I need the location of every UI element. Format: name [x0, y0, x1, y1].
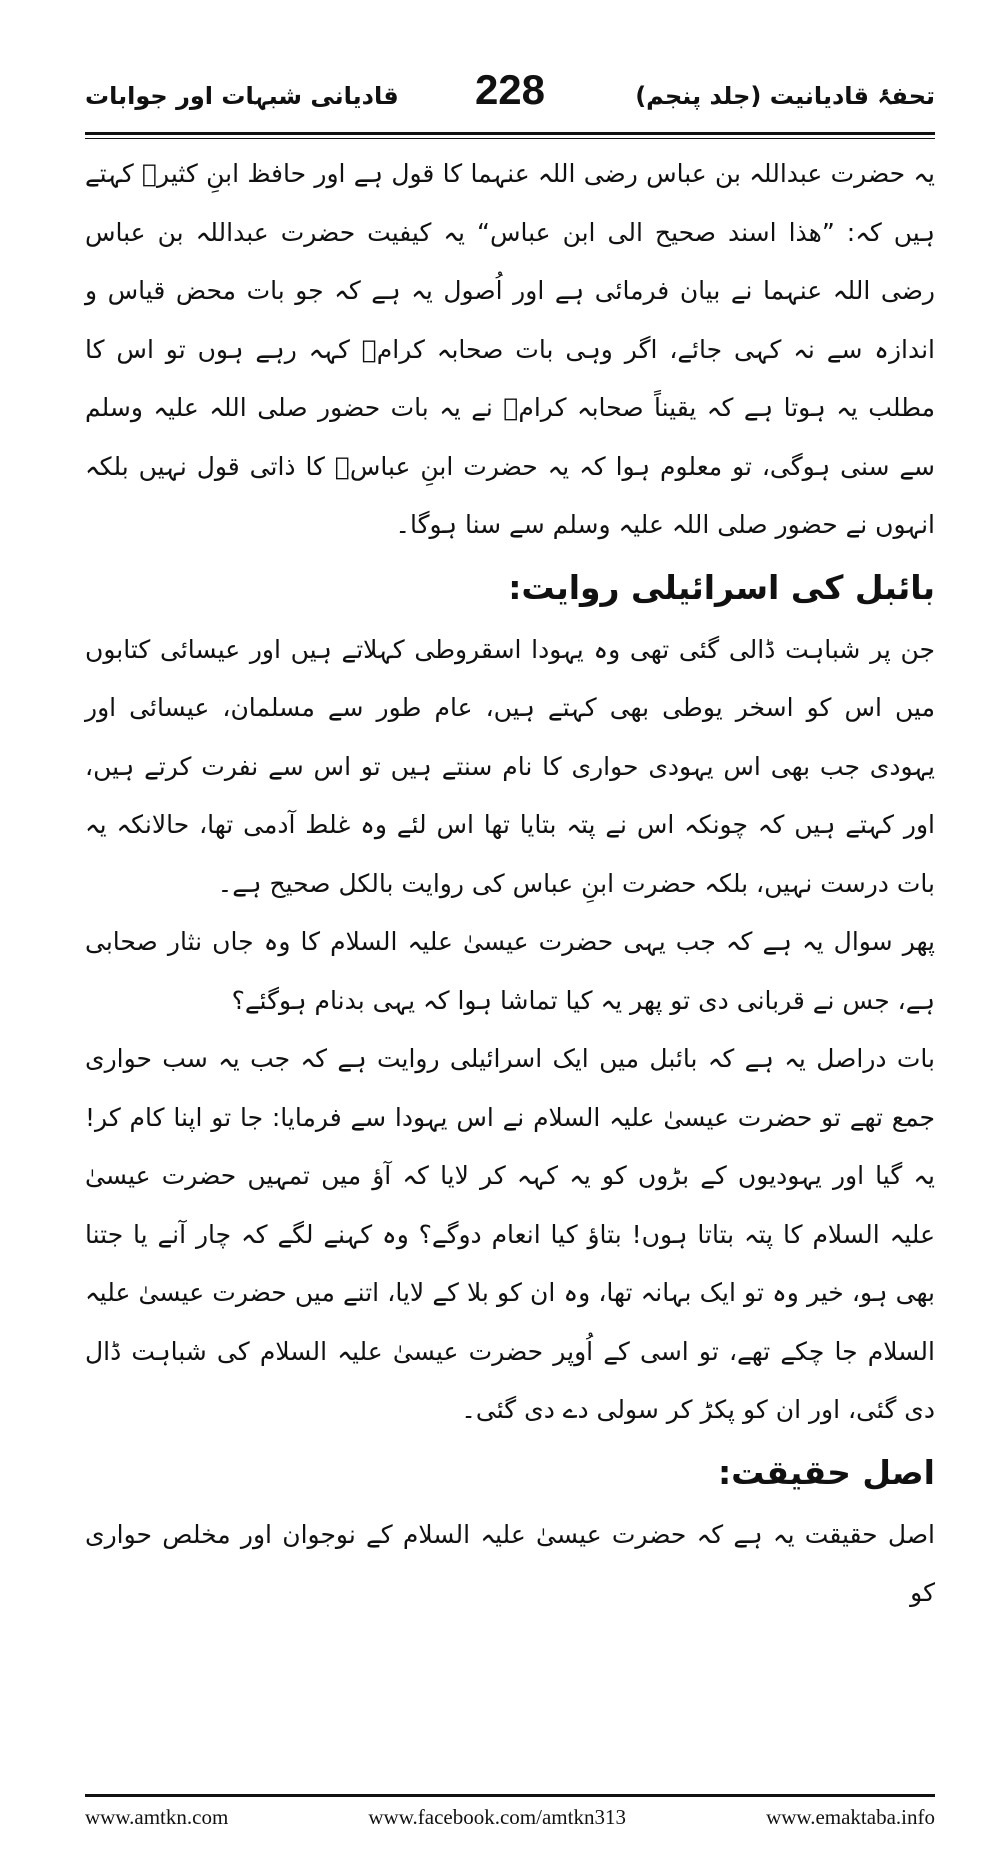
paragraph: پھر سوال یہ ہے کہ جب یہی حضرت عیسیٰ علیہ السلام کا وہ جاں نثار صحابی ہے، جس نے قربانی دی تو پھر یہ کیا تماشا ہوا کہ یہی بدنام ہوگئے؟: [85, 927, 935, 1015]
book-title: تحفۂ قادیانیت (جلد پنجم): [635, 82, 935, 110]
page-number: 228: [474, 66, 546, 113]
paragraph: اصل حقیقت یہ ہے کہ حضرت عیسیٰ علیہ السلام کے نوجوان اور مخلص حواری کو: [85, 1519, 935, 1607]
paragraph: یہ حضرت عبداللہ بن عباس رضی اللہ عنہما کا قول ہے اور حافظ ابنِ کثیرؒ کہتے ہیں کہ: ”ھذا اسند صحیح الی ابن عباس“ یہ کیفیت حضرت عبداللہ بن عباس رضی اللہ عنہما نے بیان فرمائی ہے اور اُصول یہ ہے کہ جو بات محض قیاس و اندازہ سے نہ کہی جائے، اگر وہی بات صحابہ کرامؓ کہہ رہے ہوں تو اس کا مطلب یہ ہوتا ہے کہ یقیناً صحابہ کرامؓ نے یہ بات حضور صلی اللہ علیہ وسلم سے سنی ہوگی، تو معلوم ہوا کہ یہ حضرت ابنِ عباسؓ کا ذاتی قول نہیں بلکہ انہوں نے حضور صلی اللہ علیہ وسلم سے سنا ہوگا۔: [85, 159, 935, 539]
section-title: قادیانی شبہات اور جوابات: [85, 82, 399, 110]
page-body: [85, 139, 935, 1623]
section-heading: اصل حقیقت:: [717, 1452, 935, 1492]
page-footer: [85, 1794, 935, 1830]
footer-link-facebook[interactable]: www.facebook.com/amtkn313: [368, 1805, 626, 1829]
footer-links: [85, 1797, 935, 1830]
footer-link-website[interactable]: www.amtkn.com: [85, 1805, 229, 1829]
footer-link-maktaba[interactable]: www.emaktaba.info: [766, 1805, 935, 1829]
section-heading: بائبل کی اسرائیلی روایت:: [508, 567, 935, 607]
paragraph: جن پر شباہت ڈالی گئی تھی وہ یہودا اسقروطی کہلاتے ہیں اور عیسائی کتابوں میں اس کو اسخر یوطی بھی کہتے ہیں، عام طور سے مسلمان، عیسائی اور یہودی جب بھی اس یہودی حواری کا نام سنتے ہیں تو اس سے نفرت کرتے ہیں، اور کہتے ہیں کہ چونکہ اس نے پتہ بتایا تھا اس لئے وہ غلط آدمی تھا، حالانکہ یہ بات درست نہیں، بلکہ حضرت ابنِ عباس کی روایت بالکل صحیح ہے۔: [85, 634, 935, 898]
header-rule: [85, 132, 935, 135]
paragraph: بات دراصل یہ ہے کہ بائبل میں ایک اسرائیلی روایت ہے کہ جب یہ سب حواری جمع تھے تو حضرت عیسیٰ علیہ السلام نے اس یہودا سے فرمایا: جا تو اپنا کام کر! یہ گیا اور یہودیوں کے بڑوں کو یہ کہہ کر لایا کہ آؤ میں تمہیں حضرت عیسیٰ علیہ السلام کا پتہ بتاتا ہوں! بتاؤ کیا انعام دوگے؟ وہ کہنے لگے کہ چار آنے یا جتنا بھی ہو، خیر وہ تو ایک بہانہ تھا، وہ ان کو بلا کے لایا، اتنے میں حضرت عیسیٰ علیہ السلام جا چکے تھے، تو اسی کے اُوپر حضرت عیسیٰ علیہ السلام کی شباہت ڈال دی گئی، اور ان کو پکڑ کر سولی دے دی گئی۔: [85, 1044, 935, 1424]
book-page: [85, 60, 935, 1830]
page-header: [85, 60, 935, 132]
